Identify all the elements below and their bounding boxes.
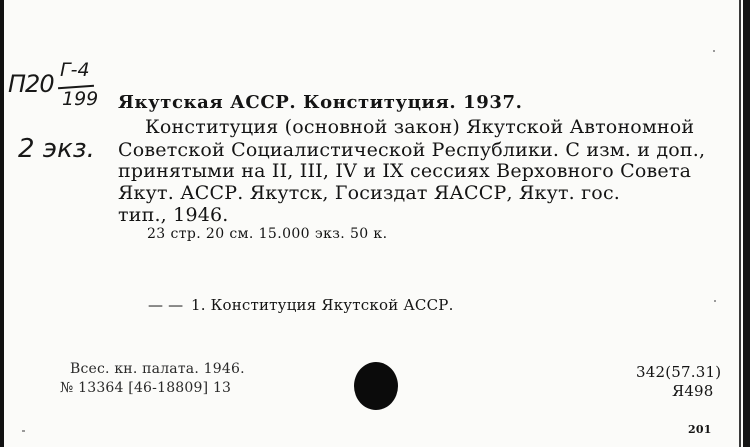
scan-speck [714,300,716,302]
collation-line: 23 стр. 20 см. 15.000 экз. 50 к. [147,226,388,242]
author-mark: Я498 [672,382,714,400]
card-heading: Якутская АССР. Конституция. 1937. [118,92,523,113]
shelf-mark-denominator: 199 [62,88,99,110]
description-line-1: Конституция (основной закон) Якутской Автономной [145,116,695,138]
press-imprint-line-1: Всес. кн. палата. 1946. [70,361,245,377]
scan-speck [713,50,715,52]
punch-hole [354,362,398,410]
tracing-text: 1. Конституция Якутской АССР. [190,296,454,314]
scan-speck [22,430,25,432]
card-right-edge-line [739,0,741,447]
description-line-5: тип., 1946. [118,204,229,226]
card-left-edge [0,0,4,447]
card-right-edge [743,0,750,447]
press-imprint-line-2: № 13364 [46-18809] 13 [60,380,232,396]
shelf-mark-numerator: Г-4 [60,59,90,81]
copies-note: 2 экз. [18,134,95,164]
description-line-3: принятыми на II, III, IV и IX сессиях Верховного Совета [118,160,692,182]
corner-mark: 201 [688,423,712,436]
classification-number: 342(57.31) [636,363,722,381]
subject-tracing [148,296,454,314]
tracing-dash: — — [148,296,184,314]
shelf-mark-prefix: П20 [8,70,54,98]
description-line-4: Якут. АССР. Якутск, Госиздат ЯАССР, Якут. гос. [118,182,621,204]
description-line-2: Советской Социалистической Республики. С изм. и доп., [118,139,706,161]
